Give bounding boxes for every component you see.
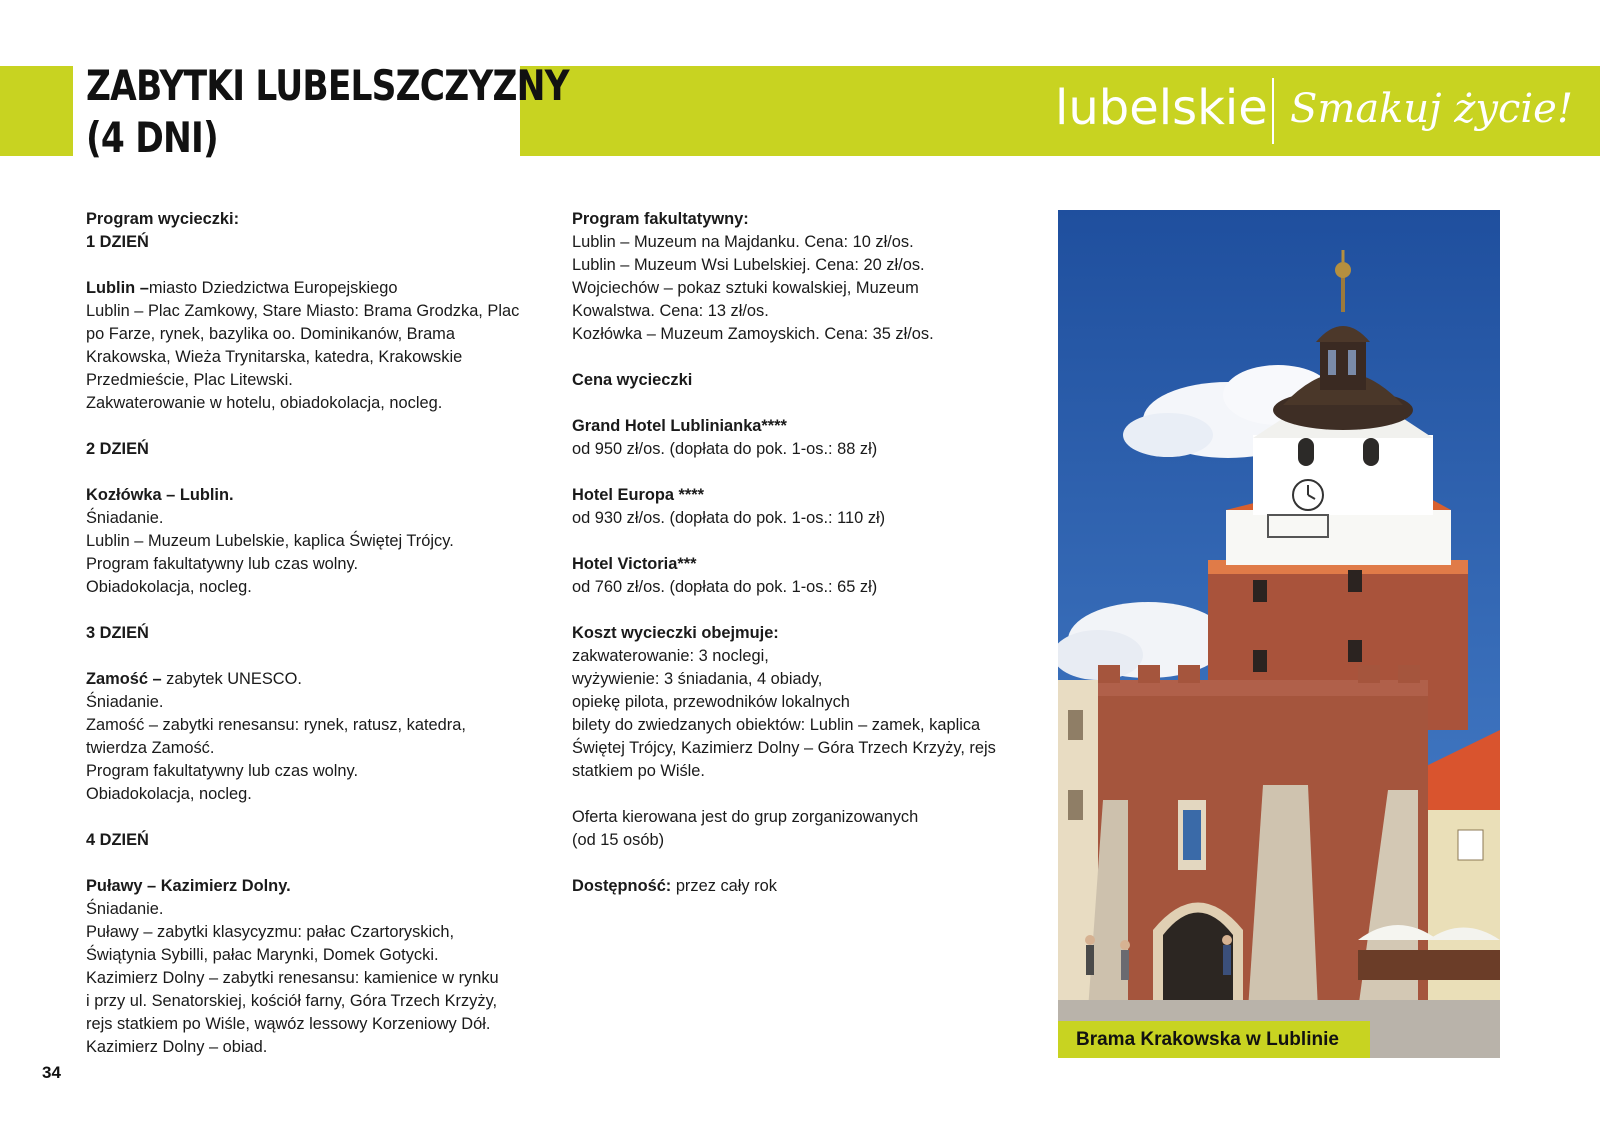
day2-lead: Kozłówka – Lublin. <box>86 486 234 504</box>
day2-line: Lublin – Muzeum Lubelskie, kaplica Świętej Trójcy. <box>86 532 454 550</box>
day2-line: Obiadokolacja, nocleg. <box>86 578 252 596</box>
hotel-price: od 930 zł/os. (dopłata do pok. 1-os.: 110 zł) <box>572 509 886 527</box>
optional-heading: Program fakultatywny: <box>572 210 749 228</box>
title-line-2: (4 DNI) <box>86 113 218 162</box>
day2-heading: 2 DZIEŃ <box>86 440 149 458</box>
brand-slogan: Smakuj życie! <box>1290 86 1573 132</box>
day4-line: i przy ul. Senatorskiej, kościół farny, Góra Trzech Krzyży, <box>86 992 498 1010</box>
includes-line: statkiem po Wiśle. <box>572 762 705 780</box>
day4-line: Świątynia Sybilli, pałac Marynki, Domek Gotycki. <box>86 946 439 964</box>
day2-line: Śniadanie. <box>86 509 164 527</box>
optional-line: Lublin – Muzeum na Majdanku. Cena: 10 zł/os. <box>572 233 914 251</box>
hotel-name: Hotel Victoria*** <box>572 555 697 573</box>
includes-heading: Koszt wycieczki obejmuje: <box>572 624 779 642</box>
day1-line: po Farze, rynek, bazylika oo. Dominikanów, Brama <box>86 325 455 343</box>
hotel-price: od 760 zł/os. (dopłata do pok. 1-os.: 65 zł) <box>572 578 878 596</box>
includes-line: bilety do zwiedzanych obiektów: Lublin – zamek, kaplica <box>572 716 981 734</box>
day4-lead: Puławy – Kazimierz Dolny. <box>86 877 291 895</box>
hotel-name: Hotel Europa **** <box>572 486 705 504</box>
day1-line: Przedmieście, Plac Litewski. <box>86 371 293 389</box>
optional-line: Kozłówka – Muzeum Zamoyskich. Cena: 35 zł/os. <box>572 325 934 343</box>
itinerary-column <box>86 208 536 1059</box>
day3-line: Śniadanie. <box>86 693 164 711</box>
day4-line: Kazimierz Dolny – obiad. <box>86 1038 268 1056</box>
title-line-1: ZABYTKI LUBELSZCZYZNY <box>86 61 569 110</box>
includes-line: wyżywienie: 3 śniadania, 4 obiady, <box>572 670 823 688</box>
offer-line: (od 15 osób) <box>572 831 665 849</box>
brand-divider <box>1272 78 1274 144</box>
availability: Dostępność: przez cały rok <box>572 877 777 895</box>
day1-line: Zakwaterowanie w hotelu, obiadokolacja, nocleg. <box>86 394 443 412</box>
optional-line: Kowalstwa. Cena: 13 zł/os. <box>572 302 769 320</box>
day4-line: Śniadanie. <box>86 900 164 918</box>
day3-lead: Zamość – zabytek UNESCO. <box>86 670 302 688</box>
day1-line: Lublin – Plac Zamkowy, Stare Miasto: Brama Grodzka, Plac <box>86 302 520 320</box>
photo-caption: Brama Krakowska w Lublinie <box>1058 1021 1370 1058</box>
day4-line: Kazimierz Dolny – zabytki renesansu: kamienice w rynku <box>86 969 499 987</box>
hotel-name: Grand Hotel Lublinianka**** <box>572 417 787 435</box>
includes-line: opiekę pilota, przewodników lokalnych <box>572 693 850 711</box>
day2-line: Program fakultatywny lub czas wolny. <box>86 555 359 573</box>
day4-line: rejs statkiem po Wiśle, wąwóz lessowy Korzeniowy Dół. <box>86 1015 491 1033</box>
day3-line: Program fakultatywny lub czas wolny. <box>86 762 359 780</box>
price-heading: Cena wycieczki <box>572 371 693 389</box>
page-number: 34 <box>42 1063 61 1082</box>
day1-heading: 1 DZIEŃ <box>86 233 149 251</box>
header-band-left <box>0 66 73 156</box>
day1-lead: Lublin –miasto Dziedzictwa Europejskiego <box>86 279 398 297</box>
day4-heading: 4 DZIEŃ <box>86 831 149 849</box>
optional-line: Wojciechów – pokaz sztuki kowalskiej, Muzeum <box>572 279 919 297</box>
page-title <box>86 60 569 164</box>
day3-line: Obiadokolacja, nocleg. <box>86 785 252 803</box>
brand-logo: lubelskie <box>1055 80 1268 136</box>
optional-line: Lublin – Muzeum Wsi Lubelskiej. Cena: 20 zł/os. <box>572 256 925 274</box>
day3-line: Zamość – zabytki renesansu: rynek, ratusz, katedra, <box>86 716 466 734</box>
day4-line: Puławy – zabytki klasycyzmu: pałac Czartoryskich, <box>86 923 454 941</box>
pricing-column <box>572 208 1022 898</box>
includes-line: zakwaterowanie: 3 noclegi, <box>572 647 769 665</box>
day3-line: twierdza Zamość. <box>86 739 215 757</box>
offer-line: Oferta kierowana jest do grup zorganizowanych <box>572 808 919 826</box>
program-heading: Program wycieczki: <box>86 210 240 228</box>
includes-line: Świętej Trójcy, Kazimierz Dolny – Góra Trzech Krzyży, rejs <box>572 739 996 757</box>
gate-photo <box>1058 210 1500 1058</box>
day3-heading: 3 DZIEŃ <box>86 624 149 642</box>
hotel-price: od 950 zł/os. (dopłata do pok. 1-os.: 88 zł) <box>572 440 878 458</box>
day1-line: Krakowska, Wieża Trynitarska, katedra, Krakowskie <box>86 348 463 366</box>
